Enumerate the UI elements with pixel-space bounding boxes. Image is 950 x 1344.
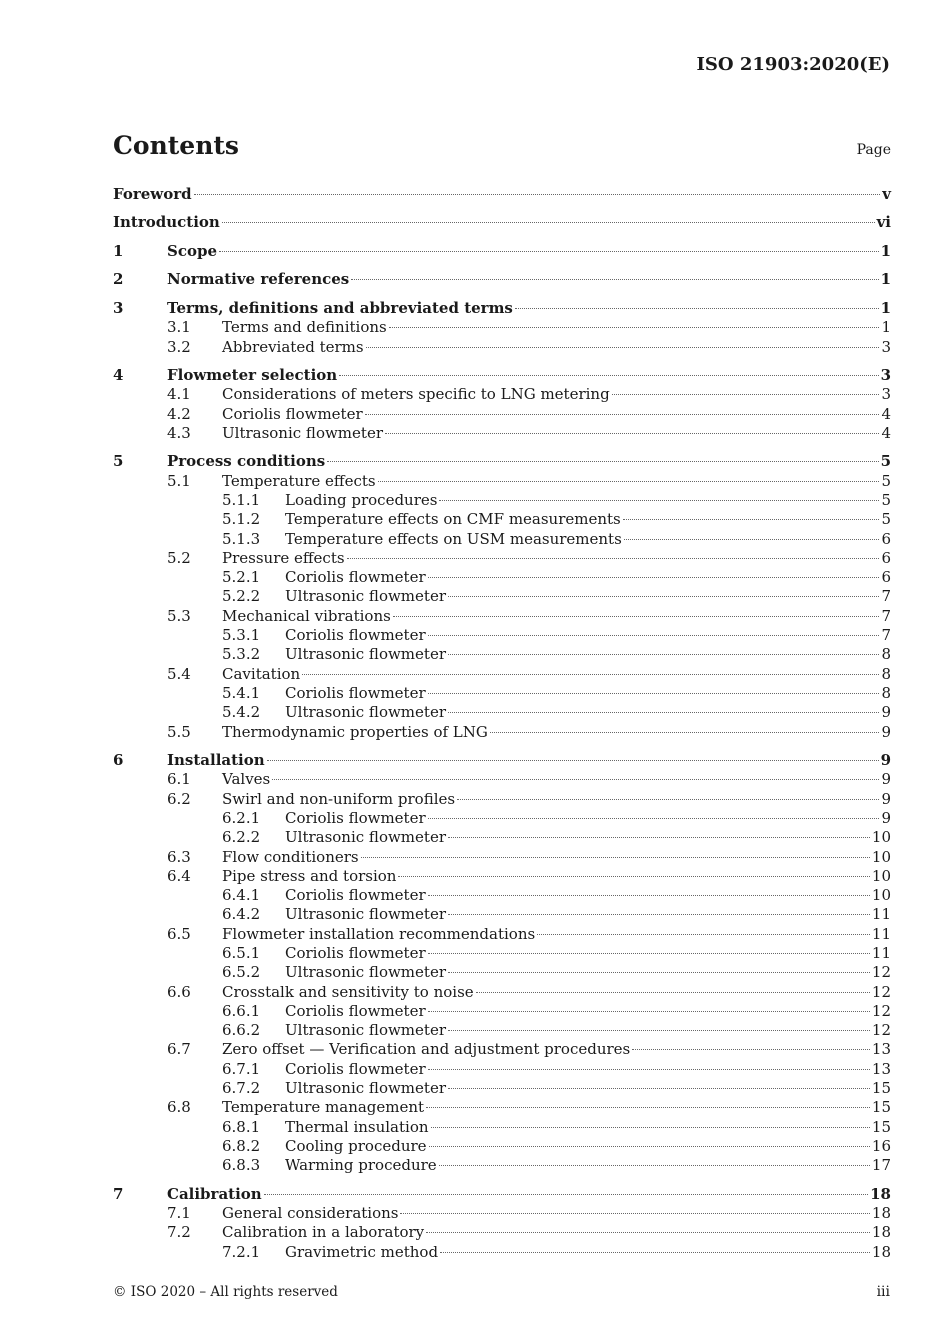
toc-entry-page: 12 xyxy=(871,963,891,982)
dot-leader xyxy=(327,461,878,462)
toc-entry-title: Ultrasonic flowmeter xyxy=(285,905,446,924)
toc-entry-page: 6 xyxy=(881,548,891,567)
toc-entry-number: 7.1 xyxy=(167,1204,191,1223)
toc-entry-title: Flowmeter installation recommendations xyxy=(222,924,536,943)
toc-entry-page: 7 xyxy=(881,626,891,645)
toc-entry-title: Coriolis flowmeter xyxy=(285,626,426,645)
toc-entry[interactable] xyxy=(113,1098,891,1117)
toc-entry-page: 13 xyxy=(871,1040,891,1059)
dot-leader xyxy=(389,327,880,328)
toc-entry[interactable] xyxy=(113,645,891,664)
toc-entry-title: Coriolis flowmeter xyxy=(285,886,426,905)
toc-entry-number: 5.1.2 xyxy=(222,510,261,529)
dot-leader xyxy=(400,1213,869,1214)
toc-entry-page: 1 xyxy=(880,241,891,260)
dot-leader xyxy=(366,347,880,348)
dot-leader xyxy=(448,972,870,973)
toc-entry-page: v xyxy=(882,185,891,203)
toc-entry[interactable] xyxy=(113,790,891,809)
toc-entry[interactable] xyxy=(113,405,891,424)
toc-entry[interactable] xyxy=(113,1002,891,1021)
toc-entry-number: 6.2 xyxy=(167,789,191,808)
toc-entry-page: 15 xyxy=(871,1098,891,1117)
toc-entry-page: 9 xyxy=(881,703,891,722)
toc-entry-title: Gravimetric method xyxy=(285,1242,439,1261)
toc-entry-number: 5.4 xyxy=(167,664,191,683)
dot-leader xyxy=(219,251,879,252)
toc-entry-number: 6.6.1 xyxy=(222,1001,261,1020)
toc-entry-page: 9 xyxy=(881,808,891,827)
toc-entry-number: 2 xyxy=(113,270,124,289)
toc-entry[interactable] xyxy=(113,530,891,549)
dot-leader xyxy=(448,654,879,655)
dot-leader xyxy=(393,616,880,617)
dot-leader xyxy=(347,558,880,559)
toc-entry-number: 6.8.3 xyxy=(222,1156,261,1175)
toc-entry-number: 5.3 xyxy=(167,606,191,625)
toc-entry-number: 5.2.1 xyxy=(222,568,261,587)
toc-entry[interactable] xyxy=(113,867,891,886)
toc-entry-title: Coriolis flowmeter xyxy=(285,683,426,702)
toc-entry-title: Thermal insulation xyxy=(285,1117,429,1136)
toc-entry-page: 15 xyxy=(871,1117,891,1136)
toc-entry-title: Scope xyxy=(167,241,218,260)
toc-entry[interactable] xyxy=(113,1223,891,1242)
toc-entry-title: Coriolis flowmeter xyxy=(285,944,426,962)
toc-entry-number: 6.7.2 xyxy=(222,1079,261,1098)
toc-entry-page: 4 xyxy=(881,423,891,442)
toc-entry[interactable] xyxy=(113,185,891,204)
toc-entry-number: 6.1 xyxy=(167,770,191,789)
toc-entry-title: Flow conditioners xyxy=(222,847,359,866)
toc-entry-page: 18 xyxy=(871,1223,891,1242)
toc-entry-page: 10 xyxy=(871,828,891,847)
toc-entry[interactable] xyxy=(113,587,891,606)
toc-entry-title: Coriolis flowmeter xyxy=(222,404,363,423)
toc-entry-number: 5.4.1 xyxy=(222,683,261,702)
toc-entry-number: 6.6.2 xyxy=(222,1021,261,1040)
toc-entry-page: 10 xyxy=(871,886,891,905)
toc-entry-page: 17 xyxy=(871,1156,891,1175)
toc-entry-number: 5 xyxy=(113,452,124,471)
toc-entry-page: 5 xyxy=(881,510,891,529)
toc-entry[interactable] xyxy=(113,472,891,491)
toc-entry-page: 3 xyxy=(880,366,891,385)
toc-entry[interactable] xyxy=(113,665,891,684)
dot-leader xyxy=(378,481,880,482)
toc-entry-title: Valves xyxy=(222,770,271,789)
toc-entry-title: Terms, definitions and abbreviated terms xyxy=(167,298,513,317)
toc-entry-number: 5.2 xyxy=(167,548,191,567)
toc-entry[interactable] xyxy=(113,510,891,529)
toc-entry-title: Temperature effects on USM measurements xyxy=(285,529,622,548)
toc-entry-page: 9 xyxy=(881,722,891,741)
toc-entry[interactable] xyxy=(113,1021,891,1040)
toc-entry-number: 6.5.2 xyxy=(222,963,261,982)
toc-entry-number: 6.6 xyxy=(167,982,191,1001)
toc-entry-title: Ultrasonic flowmeter xyxy=(285,587,446,606)
standard-designation: ISO 21903:2020(E) xyxy=(696,54,890,75)
dot-leader xyxy=(428,895,870,896)
toc-entry-number: 4.1 xyxy=(167,385,191,404)
toc-entry-title: Ultrasonic flowmeter xyxy=(285,828,446,847)
toc-entry-number: 5.2.2 xyxy=(222,587,261,606)
toc-entry-page: 7 xyxy=(881,587,891,606)
page-number: iii xyxy=(876,1284,890,1300)
dot-leader xyxy=(490,732,880,733)
toc-entry-page: 8 xyxy=(881,645,891,664)
toc-entry[interactable] xyxy=(113,751,891,770)
dot-leader xyxy=(351,279,878,280)
toc-entry-title: Pipe stress and torsion xyxy=(222,866,397,885)
toc-entry-number: 4.3 xyxy=(167,423,191,442)
toc-entry-title: Calibration xyxy=(167,1184,262,1203)
toc-entry-page: 5 xyxy=(880,452,891,471)
toc-entry-page: 9 xyxy=(880,751,891,770)
toc-entry-number: 6 xyxy=(113,751,124,770)
toc-entry-title: Cavitation xyxy=(222,664,301,683)
toc-entry[interactable] xyxy=(113,626,891,645)
toc-entry-page: 10 xyxy=(871,866,891,885)
toc-entry[interactable] xyxy=(113,366,891,385)
toc-entry[interactable] xyxy=(113,905,891,924)
toc-entry-number: 5.4.2 xyxy=(222,703,261,722)
toc-entry-page: 16 xyxy=(871,1136,891,1155)
toc-entry-number: 6.2.2 xyxy=(222,828,261,847)
toc-entry-title: Temperature effects on CMF measurements xyxy=(285,510,621,529)
toc-entry-page: 12 xyxy=(871,1021,891,1040)
dot-leader xyxy=(448,914,870,915)
toc-entry-title: Crosstalk and sensitivity to noise xyxy=(222,982,474,1001)
toc-entry-title: Temperature effects xyxy=(222,471,376,490)
dot-leader xyxy=(476,992,870,993)
toc-entry-number: 3.1 xyxy=(167,318,191,337)
dot-leader xyxy=(428,1069,870,1070)
toc-entry[interactable] xyxy=(113,318,891,337)
dot-leader xyxy=(440,1252,870,1253)
toc-entry-title: Coriolis flowmeter xyxy=(285,808,426,827)
toc-entry-title: Normative references xyxy=(167,270,350,289)
toc-entry-title: Swirl and non-uniform profiles xyxy=(222,789,456,808)
dot-leader xyxy=(339,375,878,376)
toc-entry[interactable] xyxy=(113,1137,891,1156)
toc-entry-title: Installation xyxy=(167,751,265,770)
toc-entry[interactable] xyxy=(113,424,891,443)
dot-leader xyxy=(448,712,879,713)
toc-entry-page: 9 xyxy=(881,789,891,808)
toc-entry-page: 4 xyxy=(881,404,891,423)
toc-entry-page: 5 xyxy=(881,490,891,509)
toc-entry[interactable] xyxy=(113,1060,891,1079)
toc-entry-title: Coriolis flowmeter xyxy=(285,568,426,587)
toc-entry[interactable] xyxy=(113,963,891,982)
toc-entry-title: Foreword xyxy=(113,185,192,203)
toc-entry[interactable] xyxy=(113,242,891,261)
dot-leader xyxy=(612,394,880,395)
dot-leader xyxy=(398,876,869,877)
toc-entry-number: 5.1.3 xyxy=(222,529,261,548)
toc-entry-title: Temperature management xyxy=(222,1098,425,1117)
dot-leader xyxy=(361,857,870,858)
toc-entry[interactable] xyxy=(113,213,891,232)
toc-entry-page: 11 xyxy=(871,905,891,924)
toc-entry-title: Terms and definitions xyxy=(222,318,387,337)
dot-leader xyxy=(448,596,879,597)
toc-entry-number: 5.5 xyxy=(167,722,191,741)
toc-entry[interactable] xyxy=(113,1079,891,1098)
toc-entry[interactable] xyxy=(113,684,891,703)
toc-entry-number: 5.3.2 xyxy=(222,645,261,664)
toc-entry[interactable] xyxy=(113,299,891,318)
page-column-label: Page xyxy=(856,142,891,158)
toc-entry-page: 1 xyxy=(880,270,891,289)
toc-entry-page: 13 xyxy=(871,1059,891,1078)
toc-entry-page: 9 xyxy=(881,770,891,789)
toc-entry-title: Ultrasonic flowmeter xyxy=(285,1079,446,1098)
toc-entry-title: Ultrasonic flowmeter xyxy=(222,423,383,442)
toc-entry-page: 8 xyxy=(881,683,891,702)
toc-entry-page: 5 xyxy=(881,471,891,490)
toc-entry-title: Cooling procedure xyxy=(285,1136,427,1155)
toc-entry-title: Ultrasonic flowmeter xyxy=(285,1021,446,1040)
dot-leader xyxy=(272,779,879,780)
toc-entry[interactable] xyxy=(113,1204,891,1223)
dot-leader xyxy=(515,308,879,309)
toc-entry-title: Considerations of meters specific to LNG metering xyxy=(222,385,610,404)
toc-entry[interactable] xyxy=(113,452,891,471)
toc-entry[interactable] xyxy=(113,1118,891,1137)
toc-entry-title: Introduction xyxy=(113,213,220,232)
toc-entry-number: 7.2 xyxy=(167,1223,191,1242)
toc-entry-title: Ultrasonic flowmeter xyxy=(285,963,446,982)
toc-entry-title: Ultrasonic flowmeter xyxy=(285,703,446,722)
toc-entry-title: Ultrasonic flowmeter xyxy=(285,645,446,664)
toc-entry[interactable] xyxy=(113,549,891,568)
dot-leader xyxy=(431,1127,870,1128)
table-of-contents xyxy=(113,185,891,1262)
toc-entry-page: 12 xyxy=(871,982,891,1001)
toc-entry-title: Coriolis flowmeter xyxy=(285,1059,426,1078)
toc-entry-title: Flowmeter selection xyxy=(167,366,338,385)
toc-entry-page: 7 xyxy=(881,606,891,625)
copyright-notice: © ISO 2020 – All rights reserved xyxy=(113,1284,338,1300)
toc-entry-page: 6 xyxy=(881,568,891,587)
dot-leader xyxy=(428,953,870,954)
page-title: Contents xyxy=(113,131,240,160)
dot-leader xyxy=(624,539,880,540)
dot-leader xyxy=(537,934,870,935)
toc-entry-number: 6.8 xyxy=(167,1098,191,1117)
toc-entry-page: 11 xyxy=(871,944,891,962)
toc-entry-number: 6.8.1 xyxy=(222,1117,261,1136)
toc-entry-title: Abbreviated terms xyxy=(222,337,364,356)
dot-leader xyxy=(264,1194,868,1195)
toc-entry[interactable] xyxy=(113,886,891,905)
toc-entry-page: 1 xyxy=(881,318,891,337)
toc-entry-number: 3.2 xyxy=(167,337,191,356)
toc-entry-title: Coriolis flowmeter xyxy=(285,1001,426,1020)
dot-leader xyxy=(426,1107,870,1108)
toc-entry[interactable] xyxy=(113,385,891,404)
toc-entry[interactable] xyxy=(113,983,891,1002)
toc-entry-number: 6.4.1 xyxy=(222,886,261,905)
toc-entry-number: 6.7 xyxy=(167,1040,191,1059)
toc-entry-title: Calibration in a laboratory xyxy=(222,1223,425,1242)
toc-entry[interactable] xyxy=(113,723,891,742)
toc-entry[interactable] xyxy=(113,1243,891,1262)
toc-entry-page: 15 xyxy=(871,1079,891,1098)
toc-entry-number: 4.2 xyxy=(167,404,191,423)
toc-entry-title: Loading procedures xyxy=(285,490,438,509)
toc-entry-number: 7 xyxy=(113,1184,124,1203)
dot-leader xyxy=(194,194,881,195)
toc-entry[interactable] xyxy=(113,1185,891,1204)
toc-entry-number: 6.3 xyxy=(167,847,191,866)
toc-entry-page: 6 xyxy=(881,529,891,548)
toc-entry[interactable] xyxy=(113,338,891,357)
toc-entry-page: 11 xyxy=(871,924,891,943)
toc-entry-number: 5.1 xyxy=(167,471,191,490)
dot-leader xyxy=(439,1165,870,1166)
toc-entry[interactable] xyxy=(113,607,891,626)
toc-entry[interactable] xyxy=(113,809,891,828)
toc-entry[interactable] xyxy=(113,1040,891,1059)
dot-leader xyxy=(457,799,879,800)
toc-entry[interactable] xyxy=(113,925,891,944)
toc-entry-number: 5.3.1 xyxy=(222,626,261,645)
dot-leader xyxy=(428,818,880,819)
dot-leader xyxy=(448,837,870,838)
toc-entry[interactable] xyxy=(113,848,891,867)
dot-leader xyxy=(302,674,879,675)
dot-leader xyxy=(222,222,875,223)
toc-entry-title: Zero offset — Verification and adjustment procedures xyxy=(222,1040,631,1059)
dot-leader xyxy=(448,1030,870,1031)
toc-entry[interactable] xyxy=(113,770,891,789)
toc-entry-title: Mechanical vibrations xyxy=(222,606,391,625)
dot-leader xyxy=(623,519,880,520)
toc-entry-page: 3 xyxy=(881,337,891,356)
toc-entry[interactable] xyxy=(113,944,891,963)
toc-entry[interactable] xyxy=(113,568,891,587)
toc-entry-number: 4 xyxy=(113,366,124,385)
toc-entry-page: 18 xyxy=(871,1242,891,1261)
dot-leader xyxy=(428,693,880,694)
toc-entry-title: Process conditions xyxy=(167,452,326,471)
dot-leader xyxy=(385,433,879,434)
toc-entry-number: 6.5.1 xyxy=(222,944,261,962)
dot-leader xyxy=(428,577,880,578)
toc-entry-page: vi xyxy=(876,213,891,232)
toc-entry-number: 1 xyxy=(113,241,124,260)
toc-entry-number: 6.4.2 xyxy=(222,905,261,924)
toc-entry-page: 10 xyxy=(871,847,891,866)
toc-entry[interactable] xyxy=(113,270,891,289)
dot-leader xyxy=(428,635,880,636)
dot-leader xyxy=(426,1232,870,1233)
toc-entry-number: 6.8.2 xyxy=(222,1136,261,1155)
toc-entry[interactable] xyxy=(113,828,891,847)
dot-leader xyxy=(632,1049,870,1050)
toc-entry-title: General considerations xyxy=(222,1204,399,1223)
toc-entry[interactable] xyxy=(113,1156,891,1175)
toc-entry[interactable] xyxy=(113,703,891,722)
toc-entry-title: Thermodynamic properties of LNG xyxy=(222,722,488,741)
toc-entry-page: 12 xyxy=(871,1001,891,1020)
toc-entry-page: 8 xyxy=(881,664,891,683)
toc-entry-title: Pressure effects xyxy=(222,548,345,567)
toc-entry-number: 6.7.1 xyxy=(222,1059,261,1078)
toc-entry-number: 6.4 xyxy=(167,866,191,885)
toc-entry-number: 5.1.1 xyxy=(222,490,261,509)
toc-entry-page: 1 xyxy=(880,298,891,317)
toc-entry[interactable] xyxy=(113,491,891,510)
toc-entry-title: Warming procedure xyxy=(285,1156,437,1175)
dot-leader xyxy=(267,760,879,761)
dot-leader xyxy=(439,500,879,501)
toc-entry-page: 3 xyxy=(881,385,891,404)
toc-entry-number: 3 xyxy=(113,298,124,317)
toc-entry-number: 6.2.1 xyxy=(222,808,261,827)
toc-entry-number: 7.2.1 xyxy=(222,1242,261,1261)
dot-leader xyxy=(365,414,880,415)
toc-entry-page: 18 xyxy=(870,1184,891,1203)
dot-leader xyxy=(448,1088,870,1089)
toc-entry-page: 18 xyxy=(871,1204,891,1223)
toc-entry-number: 6.5 xyxy=(167,924,191,943)
dot-leader xyxy=(429,1146,870,1147)
dot-leader xyxy=(428,1011,870,1012)
